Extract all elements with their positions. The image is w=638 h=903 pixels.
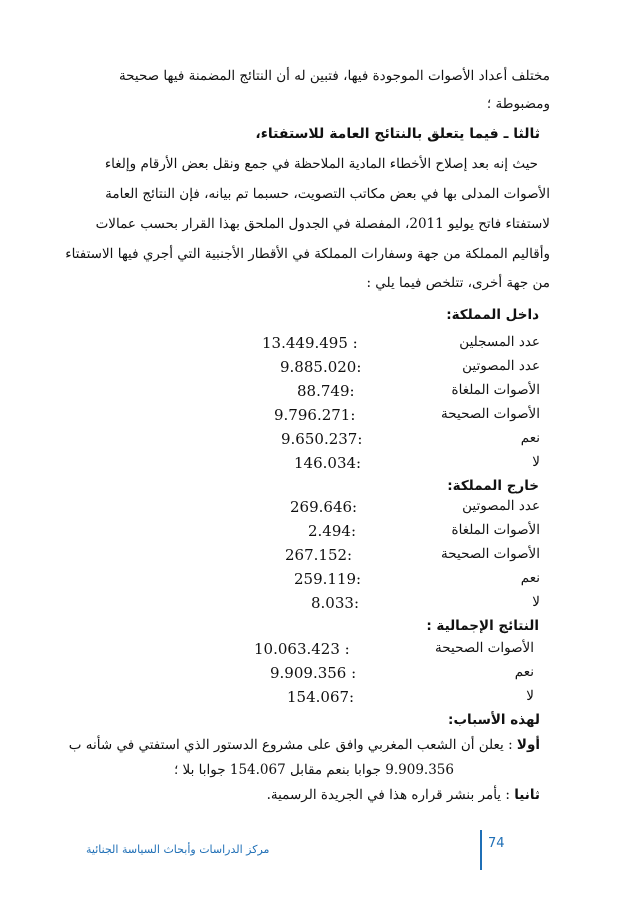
totals-row-yes xyxy=(0,664,638,686)
row-label: الأصوات الصحيحة xyxy=(441,546,540,562)
reason-first-label: أولا xyxy=(516,737,540,753)
inside-row-yes xyxy=(0,430,638,452)
footer-center-name: مركز الدراسات وأبحاث السياسة الجنائية xyxy=(86,843,270,856)
totals-row-valid xyxy=(0,640,638,662)
paragraph-line-5: من جهة أخرى، تتلخص فيما يلي : xyxy=(366,275,550,291)
row-value: 10.063.423 : xyxy=(254,640,350,658)
row-value: 154.067: xyxy=(287,688,355,706)
reason-second xyxy=(267,787,540,803)
row-value: 9.796.271: xyxy=(274,406,356,424)
row-value: 9.885.020: xyxy=(280,358,362,376)
reason-second-label: ثانيا xyxy=(514,787,540,803)
paragraph-line-1: حيث إنه بعد إصلاح الأخطاء المادية الملاحظة في جمع ونقل بعض الأرقام وإلغاء xyxy=(104,156,538,172)
row-value: 13.449.495 : xyxy=(262,334,358,352)
inside-row-registered xyxy=(0,334,638,356)
row-value: 259.119: xyxy=(294,570,362,588)
intro-line-2: ومضبوطة ؛ xyxy=(486,96,550,112)
inside-row-invalid xyxy=(0,382,638,404)
reason-first-continued: 9.909.356 جوابا بنعم مقابل 154.067 جوابا بلا ؛ xyxy=(173,762,454,778)
row-label: عدد المسجلين xyxy=(459,334,540,350)
row-value: 267.152: xyxy=(285,546,353,564)
row-label: الأصوات الصحيحة xyxy=(441,406,540,422)
paragraph-line-3: لاستفتاء فاتح يوليو 2011، المفصلة في الجدول الملحق بهذا القرار بحسب عمالات xyxy=(95,216,550,232)
outside-row-no xyxy=(0,594,638,616)
row-value: 146.034: xyxy=(294,454,362,472)
row-label: لا xyxy=(526,688,534,704)
row-label: لا xyxy=(532,454,540,470)
outside-row-valid xyxy=(0,546,638,568)
reason-first-text: : يعلن أن الشعب المغربي وافق على مشروع الدستور الذي استفتي في شأنه ب xyxy=(68,737,513,753)
row-label: لا xyxy=(532,594,540,610)
row-value: 88.749: xyxy=(297,382,355,400)
row-label: نعم xyxy=(520,430,540,446)
reasons-title: لهذه الأسباب: xyxy=(448,712,540,728)
row-label: عدد المصوتين xyxy=(462,358,540,374)
outside-row-voters xyxy=(0,498,638,520)
row-label: الأصوات الملغاة xyxy=(451,382,540,398)
totals-title: النتائج الإجمالية : xyxy=(426,618,539,634)
row-label: عدد المصوتين xyxy=(462,498,540,514)
reason-first xyxy=(69,737,540,753)
outside-row-invalid xyxy=(0,522,638,544)
row-label: الأصوات الصحيحة xyxy=(435,640,534,656)
outside-title: خارج المملكة: xyxy=(447,478,539,494)
inside-row-voters xyxy=(0,358,638,380)
row-value: 2.494: xyxy=(308,522,356,540)
row-value: 9.909.356 : xyxy=(270,664,357,682)
reason-second-text: : يأمر بنشر قراره هذا في الجريدة الرسمية. xyxy=(266,787,510,803)
inside-row-valid xyxy=(0,406,638,428)
outside-row-yes xyxy=(0,570,638,592)
row-value: 9.650.237: xyxy=(281,430,363,448)
footer-divider xyxy=(480,830,482,870)
inside-row-no xyxy=(0,454,638,476)
intro-line-1: مختلف أعداد الأصوات الموجودة فيها، فتبين له أن النتائج المضمنة فيها صحيحة xyxy=(118,68,550,84)
totals-row-no xyxy=(0,688,638,710)
row-label: نعم xyxy=(520,570,540,586)
section-heading: ثالثا ـ فيما يتعلق بالنتائج العامة للاستفتاء، xyxy=(255,126,540,142)
paragraph-line-4: وأقاليم المملكة من جهة وسفارات المملكة في الأقطار الأجنبية التي أجري فيها الاستفتاء xyxy=(65,246,550,262)
row-label: نعم xyxy=(514,664,534,680)
row-value: 269.646: xyxy=(290,498,358,516)
paragraph-line-2: الأصوات المدلى بها في بعض مكاتب التصويت، حسبما تم بيانه، فإن النتائج العامة xyxy=(105,186,550,202)
page-number: 74 xyxy=(488,836,505,851)
row-label: الأصوات الملغاة xyxy=(451,522,540,538)
inside-title: داخل المملكة: xyxy=(446,307,539,323)
row-value: 8.033: xyxy=(311,594,359,612)
